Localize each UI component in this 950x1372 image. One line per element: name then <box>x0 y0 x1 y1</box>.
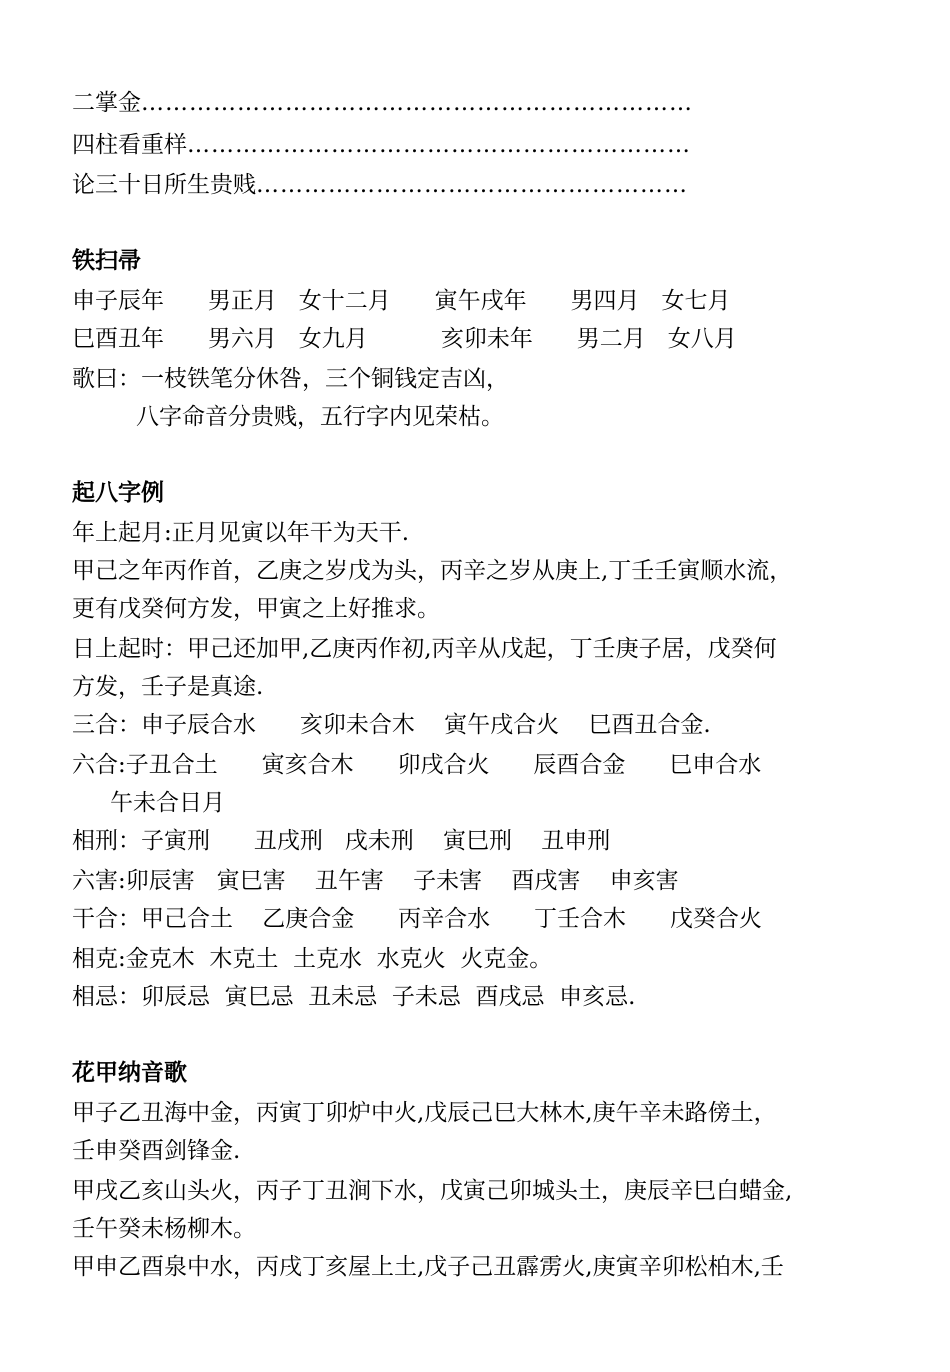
text-line: 六害:卯辰害 寅巳害 丑午害 子未害 酉戌害 申亥害 <box>72 868 679 894</box>
text-line: 午未合日月 <box>110 790 225 816</box>
text-line: 相刑：子寅刑 丑戌刑 戌未刑 寅巳刑 丑申刑 <box>72 828 611 854</box>
text-line: 甲己之年丙作首，乙庚之岁戊为头，丙辛之岁从庚上,丁壬壬寅顺水流， <box>72 558 793 584</box>
text-line: 干合：甲己合土 乙庚合金 丙辛合水 丁壬合木 戊癸合火 <box>72 906 762 932</box>
toc-entry <box>72 130 691 160</box>
section-heading: 起八字例 <box>72 480 164 506</box>
text-line: 甲子乙丑海中金，丙寅丁卯炉中火,戊辰己巳大林木,庚午辛未路傍土， <box>72 1100 777 1126</box>
text-line: 相忌：卯辰忌 寅巳忌 丑未忌 子未忌 酉戌忌 申亥忌. <box>72 984 636 1010</box>
text-line: 日上起时：甲己还加甲,乙庚丙作初,丙辛从戊起，丁壬庚子居，戊癸何 <box>72 636 777 662</box>
text-line: 八字命音分贵贱，五行字内见荣枯。 <box>136 404 504 430</box>
text-line: 年上起月:正月见寅以年干为天干. <box>72 520 410 546</box>
section-heading: 铁扫帚 <box>72 248 141 274</box>
text-line: 歌曰：一枝铁笔分休咎，三个铜钱定吉凶， <box>72 366 509 392</box>
text-line: 壬午癸未杨柳木。 <box>72 1216 256 1242</box>
text-line: 三合：申子辰合水 亥卯未合木 寅午戌合火 巳酉丑合金. <box>72 712 711 738</box>
toc-entry <box>72 88 693 118</box>
text-line: 申子辰年 男正月 女十二月 寅午戌年 男四月 女七月 <box>72 288 731 314</box>
toc-title: 论三十日所生贵贱 <box>72 172 256 198</box>
text-line: 甲申乙酉泉中水，丙戌丁亥屋上土,戊子己丑霹雳火,庚寅辛卯松柏木,壬 <box>72 1254 784 1280</box>
text-line: 更有戊癸何方发，甲寅之上好推求。 <box>72 596 440 622</box>
toc-title: 四柱看重样 <box>72 132 187 158</box>
text-line: 六合:子丑合土 寅亥合木 卯戌合火 辰酉合金 巳申合水 <box>72 752 762 778</box>
text-line: 甲戌乙亥山头火，丙子丁丑涧下水，戊寅己卯城头土，庚辰辛巳白蜡金, <box>72 1178 793 1204</box>
section-heading: 花甲纳音歌 <box>72 1060 187 1086</box>
toc-leader: ……………………………………………… <box>256 172 688 198</box>
toc-leader: ……………………………………………………… <box>187 132 691 158</box>
toc-entry <box>72 170 688 200</box>
toc-leader: …………………………………………………………… <box>141 90 693 116</box>
text-line: 相克:金克木 木克土 土克水 水克火 火克金。 <box>72 946 553 972</box>
text-line: 方发，壬子是真途. <box>72 674 264 700</box>
text-line: 巳酉丑年 男六月 女九月 亥卯未年 男二月 女八月 <box>72 326 737 352</box>
toc-title: 二掌金 <box>72 90 141 116</box>
text-line: 壬申癸酉剑锋金. <box>72 1138 241 1164</box>
